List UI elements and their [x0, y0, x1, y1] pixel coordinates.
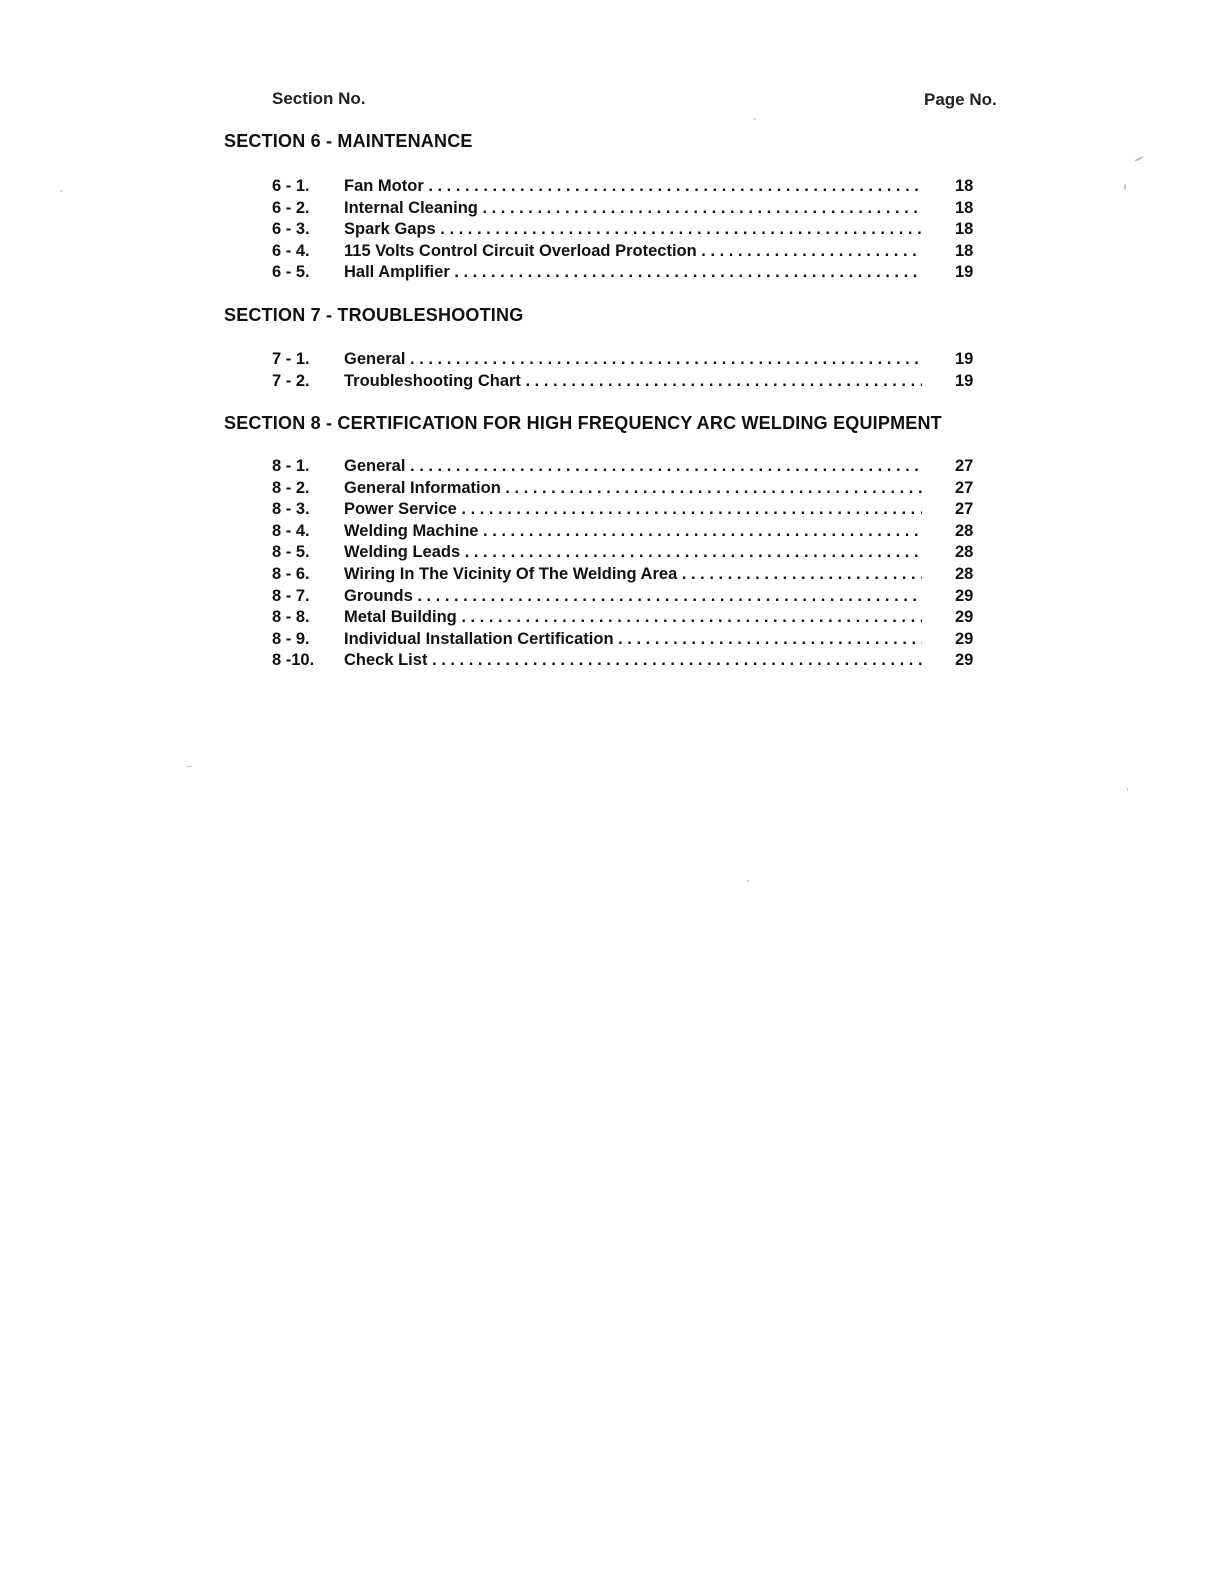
section-heading: SECTION 8 - CERTIFICATION FOR HIGH FREQUENCY ARC WELDING EQUIPMENT	[224, 413, 942, 433]
entry-page: 27	[955, 500, 974, 519]
entry-page: 27	[955, 457, 974, 475]
entry-number: 6 - 5.	[272, 263, 310, 282]
section-entries	[272, 176, 982, 284]
entry-page: 28	[955, 543, 974, 562]
entry-title: General Information . . .	[344, 478, 922, 500]
entry-title: Power Service . . .	[344, 499, 922, 521]
scan-speck	[60, 190, 62, 192]
entry-page: 19	[955, 350, 974, 368]
entry-title: Fan Motor . . .	[344, 176, 922, 198]
entry-number: 8 - 8.	[272, 608, 310, 627]
toc-entry[interactable]	[272, 586, 982, 608]
entry-title: Troubleshooting Chart . . .	[344, 371, 922, 393]
page-no-header: Page No.	[924, 90, 997, 109]
entry-title: Spark Gaps . . .	[344, 219, 922, 241]
toc-entry[interactable]	[272, 629, 982, 651]
entry-page: 29	[955, 651, 974, 670]
toc-entry[interactable]	[272, 349, 982, 371]
entry-number: 6 - 1.	[272, 177, 310, 195]
entry-number: 8 - 2.	[272, 478, 310, 497]
entry-title: General . . .	[344, 456, 922, 478]
toc-entry[interactable]	[272, 176, 982, 198]
entry-title: Metal Building . . .	[344, 607, 922, 629]
entry-title: Grounds . . .	[344, 586, 922, 608]
entry-page: 19	[955, 371, 974, 390]
toc-entry[interactable]	[272, 478, 982, 500]
toc-entry[interactable]	[272, 456, 982, 478]
entry-number: 8 - 7.	[272, 586, 310, 605]
entry-page: 29	[955, 608, 974, 627]
section-no-header: Section No.	[272, 89, 366, 108]
toc-entry[interactable]	[272, 262, 982, 284]
toc-entry[interactable]	[272, 219, 982, 241]
section-heading: SECTION 6 - MAINTENANCE	[224, 131, 473, 151]
scan-speck	[754, 118, 756, 120]
entry-page: 18	[955, 177, 974, 195]
entry-title: Individual Installation Certification . . .	[344, 629, 922, 651]
entry-page: 28	[955, 564, 974, 583]
entry-page: 19	[955, 263, 974, 282]
entry-page: 18	[955, 220, 974, 239]
entry-number: 6 - 3.	[272, 220, 310, 239]
toc-entry[interactable]	[272, 607, 982, 629]
entry-number: 8 - 5.	[272, 543, 310, 562]
toc-entry[interactable]	[272, 241, 982, 263]
entry-title: Welding Machine . . .	[344, 521, 922, 543]
entry-title: 115 Volts Control Circuit Overload Protection . . .	[344, 241, 922, 263]
entry-number: 7 - 1.	[272, 350, 310, 368]
entry-title: Check List . . .	[344, 650, 922, 672]
toc-entry[interactable]	[272, 371, 982, 393]
scan-speck	[1134, 156, 1144, 162]
entry-title: Hall Amplifier . . .	[344, 262, 922, 284]
toc-entry[interactable]	[272, 564, 982, 586]
entry-title: General . . .	[344, 349, 922, 371]
entry-number: 7 - 2.	[272, 371, 310, 390]
entry-number: 8 - 4.	[272, 521, 310, 540]
section-heading: SECTION 7 - TROUBLESHOOTING	[224, 305, 524, 325]
toc-entry[interactable]	[272, 650, 982, 672]
entry-title: Welding Leads . . .	[344, 542, 922, 564]
entry-number: 8 - 1.	[272, 457, 310, 475]
entry-page: 29	[955, 629, 974, 648]
scan-speck	[186, 766, 192, 767]
entry-title: Internal Cleaning . . .	[344, 198, 922, 220]
scan-speck	[747, 880, 749, 882]
entry-page: 18	[955, 198, 974, 217]
entry-number: 6 - 4.	[272, 241, 310, 260]
entry-number: 6 - 2.	[272, 198, 310, 217]
scan-speck	[1127, 788, 1128, 791]
entry-title: Wiring In The Vicinity Of The Welding Area . . .	[344, 564, 922, 586]
toc-entry[interactable]	[272, 521, 982, 543]
entry-page: 29	[955, 586, 974, 605]
entry-number: 8 - 3.	[272, 500, 310, 519]
scan-speck	[1124, 184, 1126, 190]
entry-page: 18	[955, 241, 974, 260]
section-entries	[272, 349, 982, 392]
toc-entry[interactable]	[272, 198, 982, 220]
entry-number: 8 -10.	[272, 651, 315, 670]
section-entries	[272, 456, 982, 672]
entry-number: 8 - 6.	[272, 564, 310, 583]
entry-page: 28	[955, 521, 974, 540]
toc-entry[interactable]	[272, 542, 982, 564]
entry-number: 8 - 9.	[272, 629, 310, 648]
entry-page: 27	[955, 478, 974, 497]
toc-entry[interactable]	[272, 499, 982, 521]
